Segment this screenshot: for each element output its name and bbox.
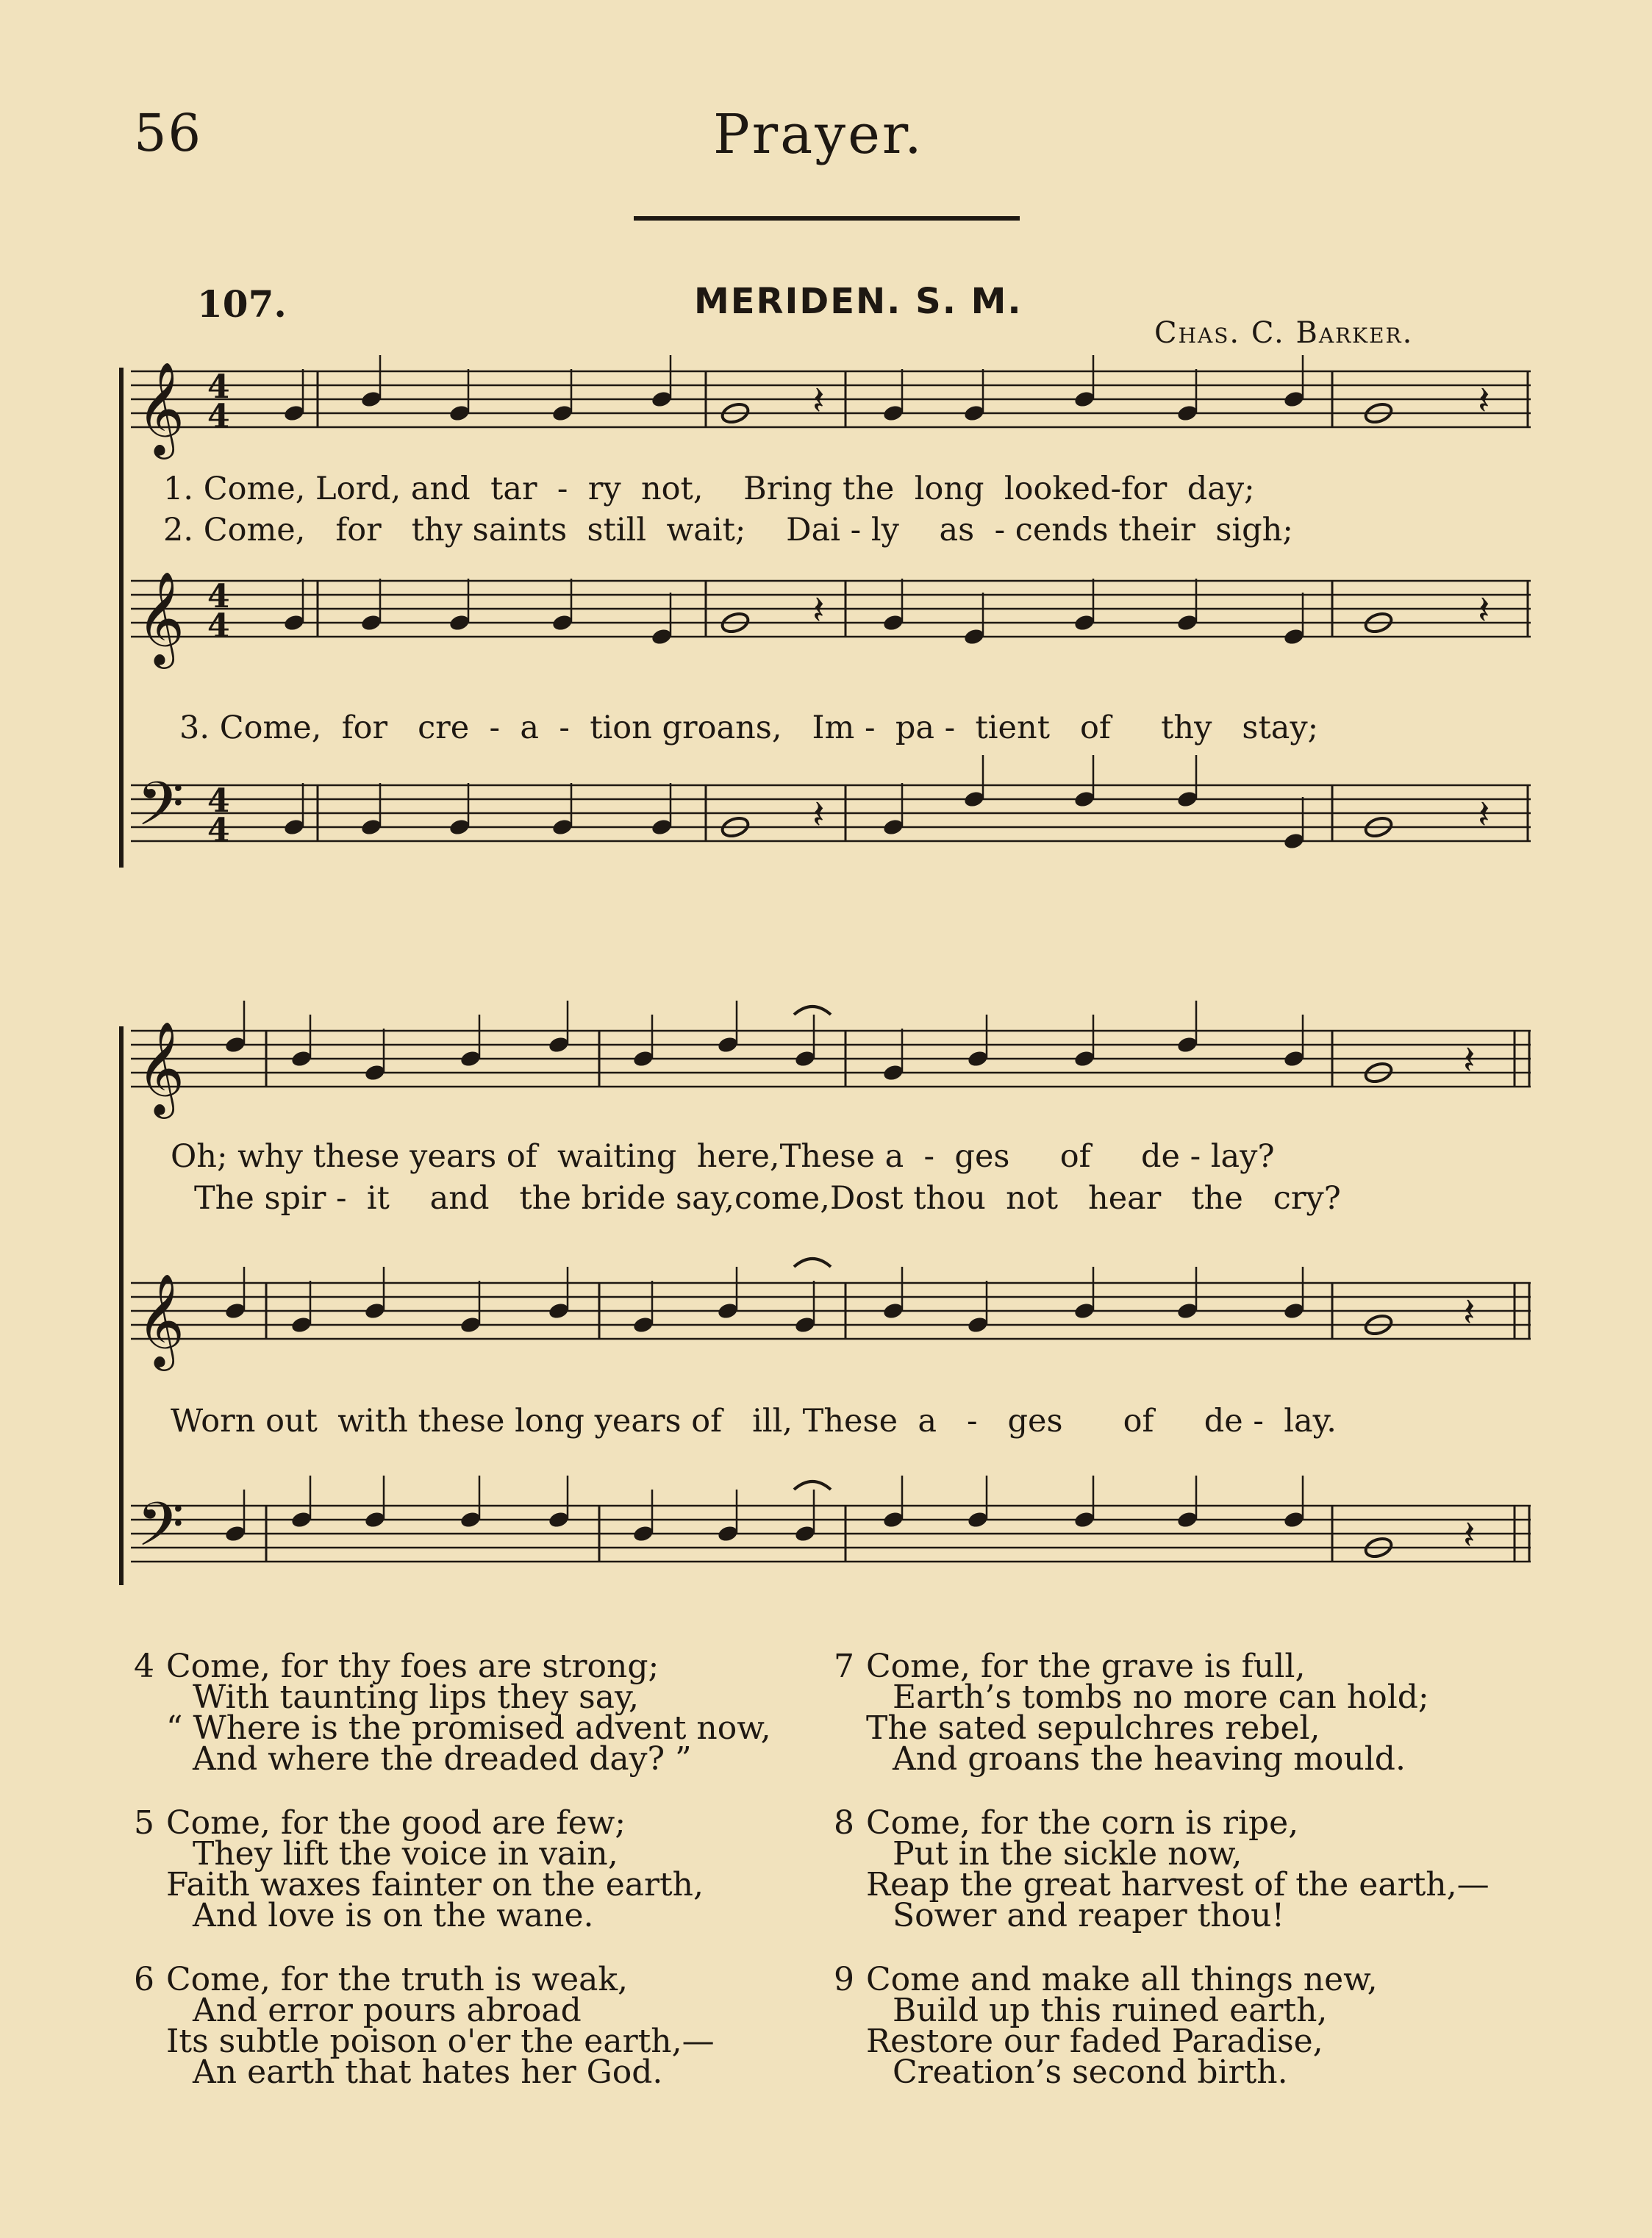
- rest-icon: 𝄽: [1478, 791, 1490, 837]
- verse-line: The sated sepulchres rebel,: [866, 1709, 1320, 1747]
- note-head: [1283, 832, 1306, 851]
- note-head: [364, 1301, 387, 1320]
- verse-first-line: [134, 1961, 771, 1998]
- bass-clef-icon: 𝄢: [137, 768, 185, 854]
- note-head: [460, 1049, 482, 1068]
- verse-line-text: Come, for thy foes are strong;: [166, 1648, 659, 1685]
- note-head: [224, 1301, 247, 1320]
- page-title: Prayer.: [713, 103, 924, 166]
- verse-number: 6: [134, 1961, 154, 1998]
- note-head: [967, 1049, 990, 1068]
- note-head: [717, 1301, 740, 1320]
- note-head: [651, 818, 673, 837]
- fermata-icon: [794, 1481, 831, 1490]
- verse-line: Earth’s tombs no more can hold;: [893, 1678, 1429, 1716]
- note-head: [632, 1315, 655, 1334]
- note-head: [963, 404, 986, 423]
- note-head: [1073, 790, 1096, 809]
- note-head: [1283, 627, 1306, 646]
- lyric-line: The spir - it and the bride say,come,Dost thou not hear the cry?: [194, 1180, 1341, 1217]
- verses-right: [834, 1648, 1490, 2121]
- note-head: [967, 1315, 990, 1334]
- verse-stanza: [834, 1648, 1490, 1778]
- verse-line: “ Where is the promised advent now,: [166, 1709, 771, 1747]
- note-head: [1176, 404, 1199, 423]
- note-head: [651, 627, 673, 646]
- lyric-line: Oh; why these years of waiting here,These a - ges of de - lay?: [171, 1138, 1275, 1175]
- bass-clef-icon: 𝄢: [137, 1489, 185, 1575]
- treble-clef-icon: 𝄞: [137, 571, 185, 665]
- verse-line: With taunting lips they say,: [193, 1678, 639, 1716]
- lyric-line: 1. Come, Lord, and tar - ry not, Bring the long looked-for day;: [163, 471, 1255, 507]
- note-head: [548, 1035, 571, 1054]
- verse-number: 7: [834, 1648, 854, 1685]
- verse-stanza: [134, 1648, 771, 1778]
- note-head: [1176, 1301, 1199, 1320]
- verse-number: 8: [834, 1804, 854, 1842]
- note-head: [364, 1510, 387, 1529]
- note-head: [1176, 613, 1199, 632]
- note-head: [967, 1510, 990, 1529]
- verse-line: Its subtle poison o'er the earth,—: [166, 2023, 715, 2060]
- rest-icon: 𝄽: [812, 377, 825, 423]
- time-signature: 4: [207, 398, 230, 435]
- fermata-icon: [794, 1007, 831, 1015]
- note-head: [882, 1510, 905, 1529]
- note-head: [882, 404, 905, 423]
- note-head: [882, 613, 905, 632]
- verse-number: 5: [134, 1804, 154, 1842]
- verse-line: Reap the great harvest of the earth,—: [866, 1866, 1490, 1903]
- note-head: [794, 1524, 817, 1543]
- lyric-line: Worn out with these long years of ill, These a - ges of de - lay.: [171, 1403, 1337, 1440]
- verse-line: Sower and reaper thou!: [893, 1897, 1285, 1934]
- verse-line: An earth that hates her God.: [193, 2053, 663, 2091]
- verse-line: They lift the voice in vain,: [193, 1835, 618, 1873]
- note-head: [551, 404, 574, 423]
- note-head: [1283, 1510, 1306, 1529]
- page-number: 56: [134, 103, 203, 163]
- note-head: [882, 818, 905, 837]
- verse-first-line: [134, 1648, 771, 1685]
- note-head: [448, 613, 471, 632]
- note-head: [794, 1315, 817, 1334]
- verse-stanza: [134, 1961, 771, 2091]
- note-head: [1176, 1510, 1199, 1529]
- note-head: [290, 1510, 313, 1529]
- rest-icon: 𝄽: [812, 587, 825, 633]
- time-signature: 4: [207, 782, 230, 820]
- verse-line: And error pours abroad: [193, 1992, 582, 2029]
- verse-first-line: [134, 1804, 771, 1842]
- note-head: [551, 613, 574, 632]
- verse-line: Build up this ruined earth,: [893, 1992, 1328, 2029]
- note-head: [632, 1524, 655, 1543]
- note-head: [1073, 1510, 1096, 1529]
- lyric-line: 2. Come, for thy saints still wait; Dai - ly as - cends their sigh;: [163, 512, 1293, 548]
- verse-line-text: Come, for the grave is full,: [866, 1648, 1306, 1685]
- verse-line: And love is on the wane.: [193, 1897, 594, 1934]
- rest-icon: 𝄽: [812, 791, 825, 837]
- composer: Chas. C. Barker.: [1154, 316, 1414, 350]
- tune-name: MERIDEN. S. M.: [694, 281, 1023, 322]
- note-head: [460, 1315, 482, 1334]
- note-head: [963, 627, 986, 646]
- note-head: [717, 1035, 740, 1054]
- verse-number: 9: [834, 1961, 854, 1998]
- rest-icon: 𝄽: [1463, 1512, 1476, 1558]
- note-head: [1283, 390, 1306, 409]
- verse-first-line: [834, 1648, 1490, 1685]
- note-head: [882, 1063, 905, 1082]
- time-signature: 4: [207, 607, 230, 645]
- verse-line: And groans the heaving mould.: [893, 1740, 1406, 1778]
- note-head: [448, 818, 471, 837]
- note-head: [283, 818, 306, 837]
- time-signature: 4: [207, 368, 230, 406]
- verse-line: Put in the sickle now,: [893, 1835, 1242, 1873]
- treble-clef-icon: 𝄞: [137, 1020, 185, 1115]
- note-head: [963, 790, 986, 809]
- note-head: [882, 1301, 905, 1320]
- verse-line-text: Come, for the corn is ripe,: [866, 1804, 1299, 1842]
- verse-first-line: [834, 1804, 1490, 1842]
- note-head: [364, 1063, 387, 1082]
- verse-line-text: Come and make all things new,: [866, 1961, 1378, 1998]
- note-head: [290, 1049, 313, 1068]
- fermata-icon: [794, 1259, 831, 1267]
- system-bracket: [119, 1026, 124, 1585]
- note-head: [1073, 613, 1096, 632]
- note-head: [794, 1049, 817, 1068]
- note-head: [1176, 1035, 1199, 1054]
- verse-number: 4: [134, 1648, 154, 1685]
- note-head: [548, 1301, 571, 1320]
- note-head: [551, 818, 574, 837]
- note-head: [1073, 1049, 1096, 1068]
- time-signature: 4: [207, 812, 230, 849]
- rest-icon: 𝄽: [1463, 1037, 1476, 1083]
- treble-clef-icon: 𝄞: [137, 1273, 185, 1367]
- note-head: [717, 1524, 740, 1543]
- note-head: [224, 1524, 247, 1543]
- note-head: [651, 390, 673, 409]
- note-head: [1073, 390, 1096, 409]
- note-head: [360, 818, 383, 837]
- note-head: [460, 1510, 482, 1529]
- note-head: [548, 1510, 571, 1529]
- note-head: [1283, 1049, 1306, 1068]
- verse-line: Restore our faded Paradise,: [866, 2023, 1323, 2060]
- verse-stanza: [834, 1961, 1490, 2091]
- note-head: [1283, 1301, 1306, 1320]
- note-head: [290, 1315, 313, 1334]
- rest-icon: 𝄽: [1478, 587, 1490, 633]
- note-head: [448, 404, 471, 423]
- treble-clef-icon: 𝄞: [137, 361, 185, 455]
- verses-left: [134, 1648, 771, 2121]
- verse-line-text: Come, for the good are few;: [166, 1804, 626, 1842]
- rest-icon: 𝄽: [1478, 377, 1490, 423]
- note-head: [1073, 1301, 1096, 1320]
- note-head: [1176, 790, 1199, 809]
- verse-line-text: Come, for the truth is weak,: [166, 1961, 629, 1998]
- system-bracket: [119, 368, 124, 868]
- note-head: [224, 1035, 247, 1054]
- verse-stanza: [134, 1804, 771, 1934]
- note-head: [283, 613, 306, 632]
- verse-line: Creation’s second birth.: [893, 2053, 1288, 2091]
- verse-line: And where the dreaded day? ”: [193, 1740, 692, 1778]
- note-head: [360, 390, 383, 409]
- rest-icon: 𝄽: [1463, 1289, 1476, 1335]
- note-head: [283, 404, 306, 423]
- verse-first-line: [834, 1961, 1490, 1998]
- note-head: [360, 613, 383, 632]
- verse-line: Faith waxes fainter on the earth,: [166, 1866, 704, 1903]
- note-head: [632, 1049, 655, 1068]
- lyric-line: 3. Come, for cre - a - tion groans, Im - pa - tient of thy stay;: [179, 709, 1319, 746]
- verse-stanza: [834, 1804, 1490, 1934]
- hymn-number: 107.: [197, 282, 287, 326]
- time-signature: 4: [207, 578, 230, 615]
